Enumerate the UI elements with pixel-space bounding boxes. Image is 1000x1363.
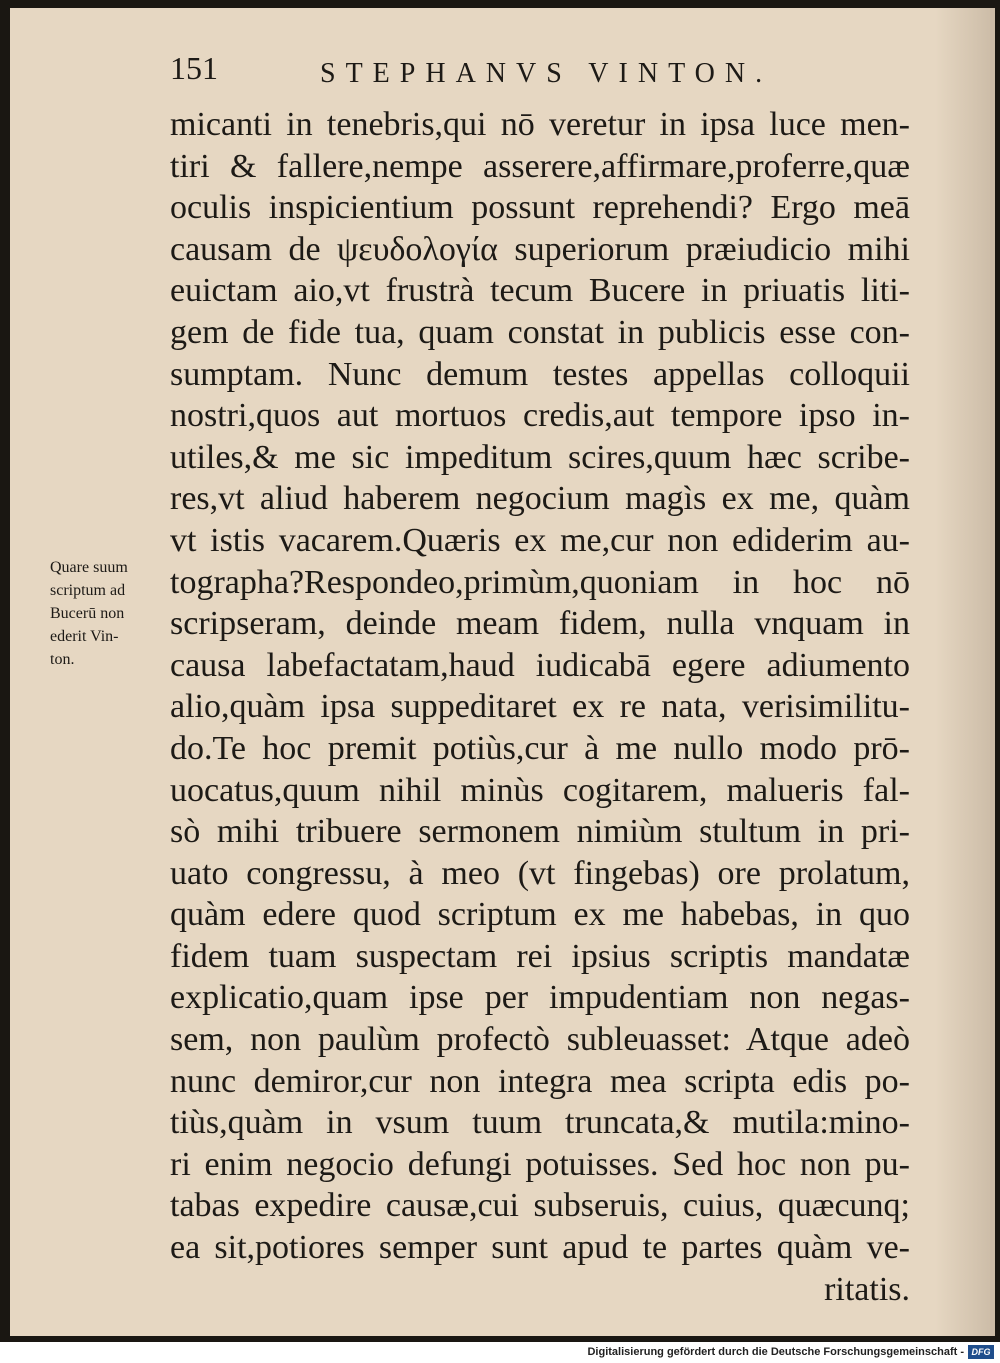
text-line: ri enim negocio defungi potuisses. Sed hoc non pu- [170, 1145, 910, 1183]
dfg-logo-icon: DFG [968, 1345, 994, 1359]
page-number: 151 [170, 50, 218, 86]
text-line: vt istis vacarem.Quæris ex me,cur non ediderim au- [170, 521, 910, 559]
text-line: alio,quàm ipsa suppeditaret ex re nata, verisimilitu- [170, 688, 910, 726]
text-line: tiùs,quàm in vsum tuum truncata,& mutila:mino- [170, 1104, 910, 1142]
text-line: tographa?Respondeo,primùm,quoniam in hoc nō [170, 563, 910, 601]
text-line: gem de fide tua, quam constat in publicis esse con- [170, 313, 910, 351]
page-fold-shadow [935, 8, 995, 1336]
text-line: euictam aio,vt frustrà tecum Bucere in priuatis liti- [170, 272, 910, 310]
marginal-note [50, 556, 175, 671]
footer-bar [0, 1342, 1000, 1363]
text-line: do.Te hoc premit potiùs,cur à me nullo modo prō- [170, 729, 910, 767]
text-line: utiles,& me sic impeditum scires,quum hæc scribe- [170, 438, 910, 476]
marginal-note-line: Bucerū non [50, 605, 125, 622]
text-line: oculis inspicientium possunt reprehendi? Ergo meā [170, 189, 910, 227]
text-line: tabas expedire causæ,cui subseruis, cuius, quæcunq; [170, 1187, 910, 1225]
text-line: explicatio,quam ipse per impudentiam non negas- [170, 979, 910, 1017]
text-line: uato congressu, à meo (vt fingebas) ore prolatum, [170, 854, 910, 892]
marginal-note-line: ton. [50, 651, 75, 668]
text-line: sò mihi tribuere sermonem nimiùm stultum in pri- [170, 813, 910, 851]
text-line: fidem tuam suspectam rei ipsius scriptis mandatæ [170, 937, 910, 975]
text-line: tiri & fallere,nempe asserere,affirmare,proferre,quæ [170, 147, 910, 185]
funding-credit: Digitalisierung gefördert durch die Deutsche Forschungsgemeinschaft - [587, 1346, 964, 1358]
text-line: nostri,quos aut mortuos credis,aut tempore ipso in- [170, 397, 910, 435]
text-line: res,vt aliud haberem negocium magìs ex me, quàm [170, 480, 910, 518]
running-title: STEPHANVS VINTON. [320, 58, 773, 89]
text-line-last: ritatis. [824, 1270, 910, 1308]
text-line: nunc demiror,cur non integra mea scripta edis po- [170, 1062, 910, 1100]
marginal-note-line: ederit Vin- [50, 628, 119, 645]
text-line: sumptam. Nunc demum testes appellas colloquii [170, 355, 910, 393]
body-text [170, 104, 910, 1310]
text-line: quàm edere quod scriptum ex me habebas, in quo [170, 896, 910, 934]
text-line: causa labefactatam,haud iudicabā egere adiumento [170, 646, 910, 684]
text-line: causam de ψευδολογία superiorum præiudicio mihi [170, 230, 910, 268]
text-line: scripseram, deinde meam fidem, nulla vnquam in [170, 605, 910, 643]
book-page [10, 8, 995, 1336]
text-line: ea sit,potiores semper sunt apud te partes quàm ve- [170, 1229, 910, 1267]
marginal-note-line: Quare suum [50, 559, 128, 576]
text-line: micanti in tenebris,qui nō veretur in ipsa luce men- [170, 106, 910, 143]
marginal-note-line: scriptum ad [50, 582, 126, 599]
page-header [170, 46, 850, 96]
text-line: sem, non paulùm profectò subleuasset: Atque adeò [170, 1021, 910, 1059]
text-line: uocatus,quum nihil minùs cogitarem, malueris fal- [170, 771, 910, 809]
